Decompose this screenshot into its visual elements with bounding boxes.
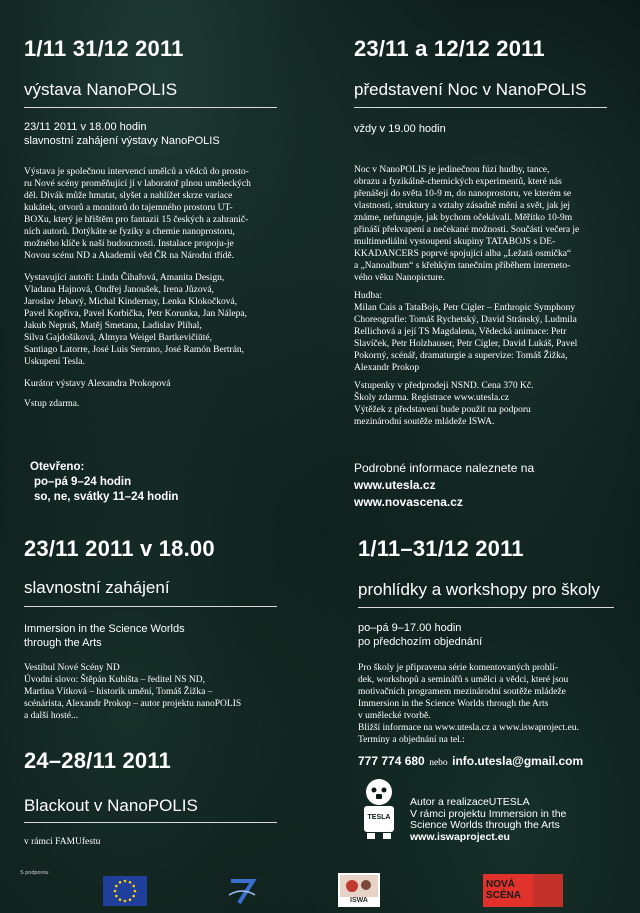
performance-time: vždy v 19.00 hodin xyxy=(354,123,446,135)
iswa-logo-text: ISWA xyxy=(350,897,368,904)
opening-description: Vestibul Nové Scény ND Úvodní slovo: Štěpán Kubišta – ředitel NS ND, Martina Vítková – historik umění, Tomáš Žižka – scénárista, Alexandr Prokop – autor projektu nanoPOLIS a další hosté... xyxy=(24,663,242,721)
opening-date: 23/11 2011 v 18.00 xyxy=(24,536,215,561)
support-label: S podporou xyxy=(20,870,49,876)
nova-scena-logo-extension xyxy=(533,874,563,907)
fp7-logo xyxy=(225,873,259,907)
blackout-title: Blackout v NanoPOLIS xyxy=(24,796,198,815)
exhibition-title: výstava NanoPOLIS xyxy=(24,80,178,99)
email-link[interactable]: info.utesla@gmail.com xyxy=(452,754,584,768)
seventh-framework-icon xyxy=(225,873,259,907)
exhibition-dates: 1/11 31/12 2011 xyxy=(24,36,184,61)
utesla-logo xyxy=(358,777,400,839)
performance-dates: 23/11 a 12/12 2011 xyxy=(354,36,545,61)
nova-scena-logo xyxy=(483,874,533,907)
link-iswaproject[interactable]: www.iswaproject.eu xyxy=(410,830,510,843)
opening-subtitle: Immersion in the Science Worlds through the Arts xyxy=(24,623,185,649)
iswa-logo xyxy=(338,873,380,907)
divider xyxy=(358,607,614,608)
author-info: Autor a realizaceUTESLA V rámci projektu Immersion in the Science Worlds through the Arts www.iswaproject.eu xyxy=(410,796,567,843)
utesla-mascot-icon xyxy=(358,777,400,839)
eu-stars-icon xyxy=(103,876,147,906)
exhibition-description: Výstava je společnou intervencí umělců a vědců do prosto- ru Nové scény proměňující jí v laboratoř plnou uměleckých děl. Divák může hmatat, slyšet a nahlížet skrze variace kukátek, otvorů a monitorů do tajemného prostoru UT- BOXu, který je hřištěm pro fantazii 15 českých a zahranič- ních autorů. Dotýkáte se fyziky a chemie nanoprostoru, možného klíče k naší budoucnosti. Instalace propoju-je Novou scénu ND a Akademii věd ČR na Národní třídě. Vystavující autoři: Linda Čihařová, Amanita Design, Vladana Hajnová, Ondřej Janoušek, Irena Jůzová, Jaroslav Jebavý, Michal Kindernay, Lenka Klokočková, Pavel Kopřiva, Pavel Korbička, Petr Korunka, Jan Nálepa, Jakub Nepraš, Matěj Smetana, Ladislav Plíhal, Silva Gajdošíková, Almyra Weigel Bartkevičiūté, Santiago Latorre, José Luis Serrano, José Ramón Bertrán, Uskupení Tesla. Kurátor výstavy Alexandra Prokopová Vstup zdarma. xyxy=(24,166,286,416)
utesla-logo-text: TESLA xyxy=(367,814,391,821)
curator: Kurátor výstavy Alexandra Prokopová xyxy=(24,379,171,389)
divider xyxy=(24,822,277,823)
workshop-hours: po–pá 9–17.00 hodin po předchozím objednání xyxy=(358,622,483,648)
nova-scena-logo-text: NOVÁ SCÉNA xyxy=(486,879,522,901)
exhibition-opening: 23/11 2011 v 18.00 hodin slavnostní zahájení výstavy NanoPOLIS xyxy=(24,121,220,147)
divider xyxy=(24,606,277,607)
entry-free: Vstup zdarma. xyxy=(24,399,80,409)
blackout-dates: 24–28/11 2011 xyxy=(24,748,171,773)
workshop-title: prohlídky a workshopy pro školy xyxy=(358,580,600,599)
performance-title: představení Noc v NanoPOLIS xyxy=(354,80,587,99)
phone-number[interactable]: 777 774 680 xyxy=(358,754,425,768)
opening-hours: Otevřeno: po–pá 9–24 hodin so, ne, svátky 11–24 hodin xyxy=(30,461,179,503)
more-info: Podrobné informace naleznete na www.utesla.cz www.novascena.cz xyxy=(354,461,535,509)
workshop-description: Pro školy je připravena série komentovaných prohlí- dek, workshopů a seminářů s umělci a vědci, které jsou motivačních programem mezinárodní soutěže mládeže Immersion in the Science Worlds through the Arts v umělecké tvorbě. Bližší informace na www.utesla.cz a www.iswaproject.eu. Termíny a objednání na tel.: xyxy=(358,663,579,745)
eu-flag-logo xyxy=(103,876,147,906)
link-novascena[interactable]: www.novascena.cz xyxy=(354,495,463,509)
contact-line: 777 774 680 nebo info.utesla@gmail.com xyxy=(358,754,584,768)
workshop-dates: 1/11–31/12 2011 xyxy=(358,536,524,561)
divider xyxy=(354,107,607,108)
blackout-subtitle: v rámci FAMUfestu xyxy=(24,837,101,847)
link-utesla[interactable]: www.utesla.cz xyxy=(354,478,436,492)
opening-title: slavnostní zahájení xyxy=(24,578,170,597)
performance-description: Noc v NanoPOLIS je jedinečnou fúzí hudby, tance, obrazu a fyzikálně-chemických experimentů, které nás přenášejí do světa 10-9 m, do nanoprostoru, ve kterém se vlastnosti, struktury a vztahy zásadně mění a svět, jak jej známe, nefunguje, jak bychom očekávali. Měřítko 10-9m přináší překvapení a nečekané možnosti. Součástí večera je multimediální vystoupení skupiny TATABOJS s DE- KKADANCERS poprvé spojující alba „Ležatá osmička“ a „Nanoalbum“ s křehkým tanečním příběhem interneto- vého věku Nanopicture. Hudba: Milan Cais a TataBojs, Petr Cígler – Enthropic Symphony Choreografie: Tomáš Rychetský, David Stránský, Ludmila Rellichová a její TS Magdalena, Vědecká animace: Petr Slavíček, Petr Holzhauser, Petr Cígler, David Lukáš, Pavel Pokorný, scénář, dramaturgie a supervize: Tomáš Žižka, Alexandr Prokop Vstupenky v předprodeji NSND. Cena 370 Kč. Školy zdarma. Registrace www.utesla.cz Výtěžek z představení bude použit na podporu mezinárodní soutěže mládeže ISWA. xyxy=(354,165,580,427)
divider xyxy=(24,107,277,108)
